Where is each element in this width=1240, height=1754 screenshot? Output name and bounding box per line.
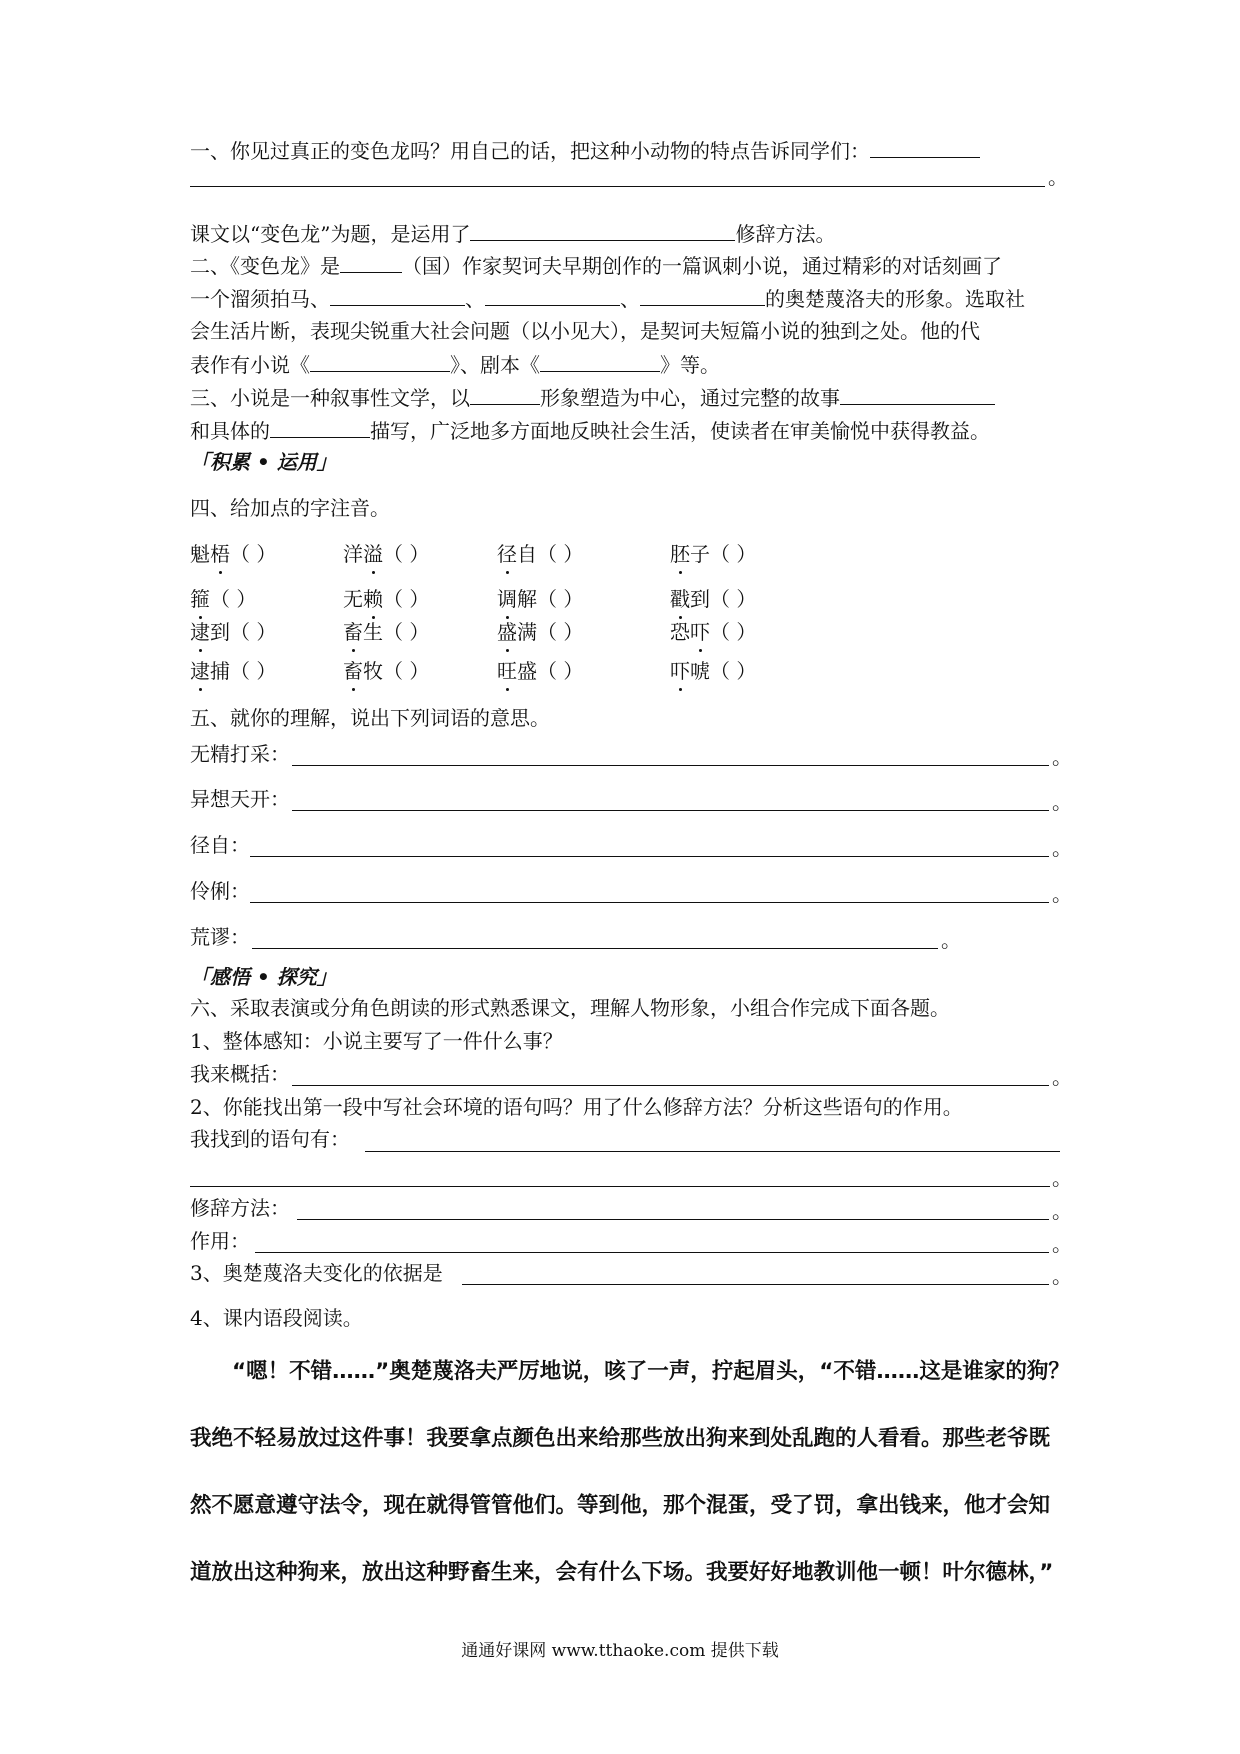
q2-line1 [190,250,1002,281]
q2-text-g: 》等。 [660,353,720,377]
q2-text-d: 的奥楚蔑洛夫的形象。选取社 [765,287,1025,311]
q1-rhetoric-blank[interactable] [470,218,735,241]
q5-term-label: 无精打采： [190,742,290,766]
q6-function-line[interactable] [255,1251,1049,1253]
q3-text-c: 和具体的 [190,419,270,443]
q2-text-c: 一个溜须拍马、 [190,287,330,311]
q6-sub2-answer-line-1[interactable] [365,1150,1060,1152]
q1-blank-a[interactable] [870,135,980,158]
q2-text-b: （国）作家契诃夫早期创作的一篇讽刺小说，通过精彩的对话刻画了 [402,254,1002,278]
reading-line-4: 道放出这种狗来，放出这种野畜生来，会有什么下场。我要好好地教训他一顿！叶尔德林，” [190,1560,1054,1585]
q6-sub2: 2、你能找出第一段中写社会环境的语句吗？用了什么修辞方法？分析这些语句的作用。 [190,1095,963,1119]
q1-blank-b[interactable] [190,185,1045,187]
q6-sub2-period: 。 [1052,1166,1072,1190]
q5-period: 。 [1052,836,1072,860]
q3-text-a: 三、小说是一种叙事性文学，以 [190,386,470,410]
q3-blank-b[interactable] [840,382,995,405]
q3-text-d: 描写，广泛地多方面地反映社会生活，使读者在审美愉悦中获得教益。 [370,419,990,443]
footer-credit: 通通好课网 www.tthaoke.com 提供下载 [461,1641,779,1661]
q6-sub3-period: 。 [1052,1264,1072,1288]
section-header-explore: 「感悟 • 探究」 [190,965,337,989]
q4-title: 四、给加点的字注音。 [190,496,390,520]
q6-title: 六、采取表演或分角色朗读的形式熟悉课文，理解人物形象，小组合作完成下面各题。 [190,996,950,1020]
pinyin-item[interactable]: 逮到（ ） [190,617,276,647]
q5-answer-line[interactable] [292,764,1049,766]
q6-function-label: 作用： [190,1229,250,1253]
q1-line3-text: 课文以“变色龙”为题，是运用了 [190,222,471,246]
q5-term-label: 异想天开： [190,787,290,811]
q2-text-e: 表作有小说《 [190,353,310,377]
q1-period: 。 [1048,165,1068,189]
q2-play-blank[interactable] [540,349,660,372]
q2-trait-blank-1[interactable] [330,283,465,306]
q5-period: 。 [941,928,961,952]
q3-text-b: 形象塑造为中心，通过完整的故事 [540,386,840,410]
q2-trait-blank-3[interactable] [640,283,765,306]
q3-line1 [190,382,995,413]
pinyin-item[interactable]: 魁梧（ ） [190,539,276,569]
q6-rhetoric-period: 。 [1052,1199,1072,1223]
pinyin-item[interactable]: 逮捕（ ） [190,656,276,686]
q2-text-a: 二、《变色龙》是 [190,254,340,278]
reading-line-2: 我绝不轻易放过这件事！我要拿点颜色出来给那些放出狗来到处乱跑的人看看。那些老爷既 [190,1426,1051,1451]
q6-sub1-period: 。 [1052,1065,1072,1089]
q2-line4 [190,349,720,380]
q5-period: 。 [1052,745,1072,769]
pinyin-item[interactable]: 吓唬（ ） [670,656,756,686]
q2-sep-1: 、 [465,287,485,311]
q2-country-blank[interactable] [340,250,402,273]
q6-sub2-answer-line-2[interactable] [190,1185,1050,1187]
q2-sep-2: 、 [620,287,640,311]
pinyin-item[interactable]: 无赖（ ） [343,584,429,614]
q1-line3 [190,218,835,249]
q5-term-label: 径自： [190,833,250,857]
q1-prompt: 一、你见过真正的变色龙吗？用自己的话，把这种小动物的特点告诉同学们： [190,139,870,163]
q2-trait-blank-2[interactable] [485,283,620,306]
q5-term-label: 伶俐： [190,879,250,903]
q6-sub4: 4、课内语段阅读。 [190,1306,363,1330]
pinyin-item[interactable]: 畜生（ ） [343,617,429,647]
pinyin-item[interactable]: 胚子（ ） [670,539,756,569]
q5-title: 五、就你的理解，说出下列词语的意思。 [190,706,550,730]
pinyin-item[interactable]: 径自（ ） [497,539,583,569]
pinyin-item[interactable]: 畜牧（ ） [343,656,429,686]
q1-line3-suffix: 修辞方法。 [735,222,836,246]
q2-text-f: 》、剧本《 [450,353,540,377]
q3-blank-a[interactable] [470,382,540,405]
q6-sub1-answer-label: 我来概括： [190,1062,290,1086]
q6-rhetoric-label: 修辞方法： [190,1196,290,1220]
q6-rhetoric-line[interactable] [297,1218,1049,1220]
q6-sub3-line[interactable] [462,1283,1049,1285]
q2-line2 [190,283,1025,314]
q5-answer-line[interactable] [252,947,938,949]
pinyin-item[interactable]: 恐吓（ ） [670,617,756,647]
pinyin-item[interactable]: 戳到（ ） [670,584,756,614]
q6-function-period: 。 [1052,1232,1072,1256]
pinyin-item[interactable]: 洋溢（ ） [343,539,429,569]
q3-line2 [190,415,990,446]
pinyin-item[interactable]: 箍（ ） [190,584,256,614]
q1-line [190,135,980,166]
q6-sub2-answer-label: 我找到的语句有： [190,1127,350,1151]
reading-line-1: “嗯！不错……”奥楚蔑洛夫严厉地说，咳了一声，拧起眉头，“不错……这是谁家的狗？ [232,1359,1070,1384]
q6-sub1: 1、整体感知：小说主要写了一件什么事？ [190,1029,563,1053]
q2-novel-blank[interactable] [310,349,450,372]
q5-answer-line[interactable] [250,855,1049,857]
pinyin-item[interactable]: 盛满（ ） [497,617,583,647]
reading-line-3: 然不愿意遵守法令，现在就得管管他们。等到他，那个混蛋，受了罚，拿出钱来，他才会知 [190,1493,1051,1518]
pinyin-item[interactable]: 调解（ ） [497,584,583,614]
q5-answer-line[interactable] [292,809,1049,811]
q6-sub3: 3、奥楚蔑洛夫变化的依据是 [190,1261,443,1285]
q2-line3: 会生活片断，表现尖锐重大社会问题（以小见大），是契诃夫短篇小说的独到之处。他的代 [190,319,980,343]
q5-term-label: 荒谬： [190,925,250,949]
q5-period: 。 [1052,882,1072,906]
q5-answer-line[interactable] [250,901,1049,903]
q6-sub1-answer-line[interactable] [292,1084,1049,1086]
section-header-accumulate: 「积累 • 运用」 [190,450,337,474]
q5-period: 。 [1052,790,1072,814]
q3-blank-c[interactable] [270,415,370,438]
pinyin-item[interactable]: 旺盛（ ） [497,656,583,686]
